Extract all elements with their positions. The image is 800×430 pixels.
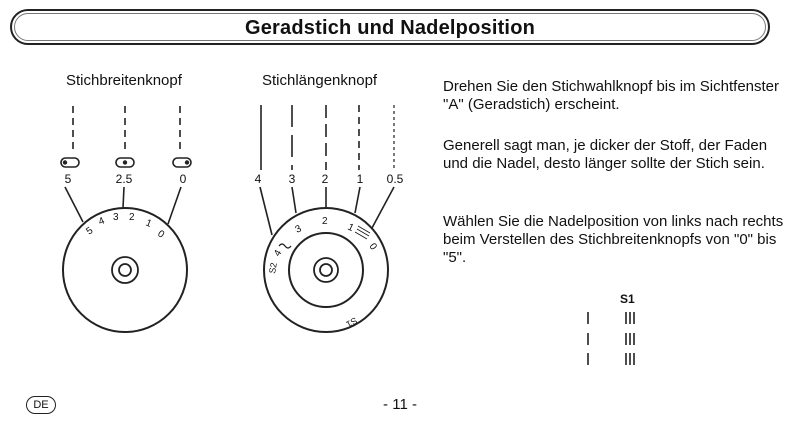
pointer-4	[260, 187, 272, 235]
pointer-1	[355, 187, 360, 213]
instruction-1: Drehen Sie den Stichwahlknopf bis im Sichtfenster "A" (Geradstich) erscheint.	[443, 78, 780, 113]
wave-icon	[279, 244, 291, 248]
length-dial-s2: S2	[267, 261, 279, 275]
length-dial-2: 2	[322, 216, 328, 227]
width-scale-5: 5	[64, 172, 72, 186]
pointer-2-5	[123, 187, 124, 208]
length-scale-4: 4	[254, 172, 262, 186]
length-scale-2: 2	[321, 172, 329, 186]
stitch-length-knob-ring	[314, 258, 338, 282]
chart-mark-s1-2	[626, 333, 634, 345]
length-scale-3: 3	[288, 172, 296, 186]
needle-dot-left	[64, 161, 67, 164]
page-title: Geradstich und Nadelposition	[244, 17, 536, 39]
width-dial-1: 1	[143, 217, 154, 230]
stitch-length-knob-center	[320, 264, 332, 276]
fine-tick-a	[358, 226, 370, 233]
pointer-0	[168, 187, 181, 224]
instruction-3: Wählen Sie die Nadelposition von links nach rechts beim Verstellen des Stichbreitenknopfs von "0" bis "5".	[443, 213, 784, 266]
width-dial-3: 3	[113, 212, 119, 223]
width-scale-0: 0	[179, 172, 187, 186]
chart-mark-s1-1	[626, 312, 634, 324]
stitch-chart-label: S1	[620, 292, 635, 306]
needle-dot-right	[186, 161, 189, 164]
stitch-width-knob-ring	[112, 257, 138, 283]
fine-tick-c	[355, 232, 367, 239]
pointer-3	[292, 187, 296, 213]
instruction-2: Generell sagt man, je dicker der Stoff, der Faden und die Nadel, desto länger sollte der Stich sein.	[443, 137, 768, 172]
language-badge: DE	[26, 396, 56, 414]
pointer-5	[65, 187, 83, 222]
needle-dot-center	[124, 161, 127, 164]
width-dial-5: 5	[84, 225, 96, 238]
pointer-0-5	[372, 187, 394, 228]
width-scale-2-5: 2.5	[115, 172, 133, 186]
chart-mark-s1-3	[626, 353, 634, 365]
stitch-width-knob-center	[119, 264, 131, 276]
width-dial-0: 0	[155, 228, 167, 241]
width-dial-2: 2	[129, 212, 135, 223]
width-dial-4: 4	[97, 215, 107, 228]
length-dial-1: 1	[345, 221, 356, 235]
stitch-width-dial	[63, 208, 187, 332]
stitch-length-inner-ring	[289, 233, 363, 307]
stitch-length-label: Stichlängenknopf	[262, 72, 378, 89]
length-dial-3: 3	[293, 223, 304, 236]
fine-tick-b	[357, 229, 369, 236]
length-scale-0-5: 0.5	[386, 172, 404, 186]
stitch-width-label: Stichbreitenknopf	[66, 72, 182, 89]
length-scale-1: 1	[356, 172, 364, 186]
length-dial-0: 0	[366, 241, 379, 253]
length-dial-s1: S1	[344, 315, 359, 330]
length-dial-4: 4	[272, 248, 285, 259]
page-number: - 11 -	[383, 396, 417, 413]
